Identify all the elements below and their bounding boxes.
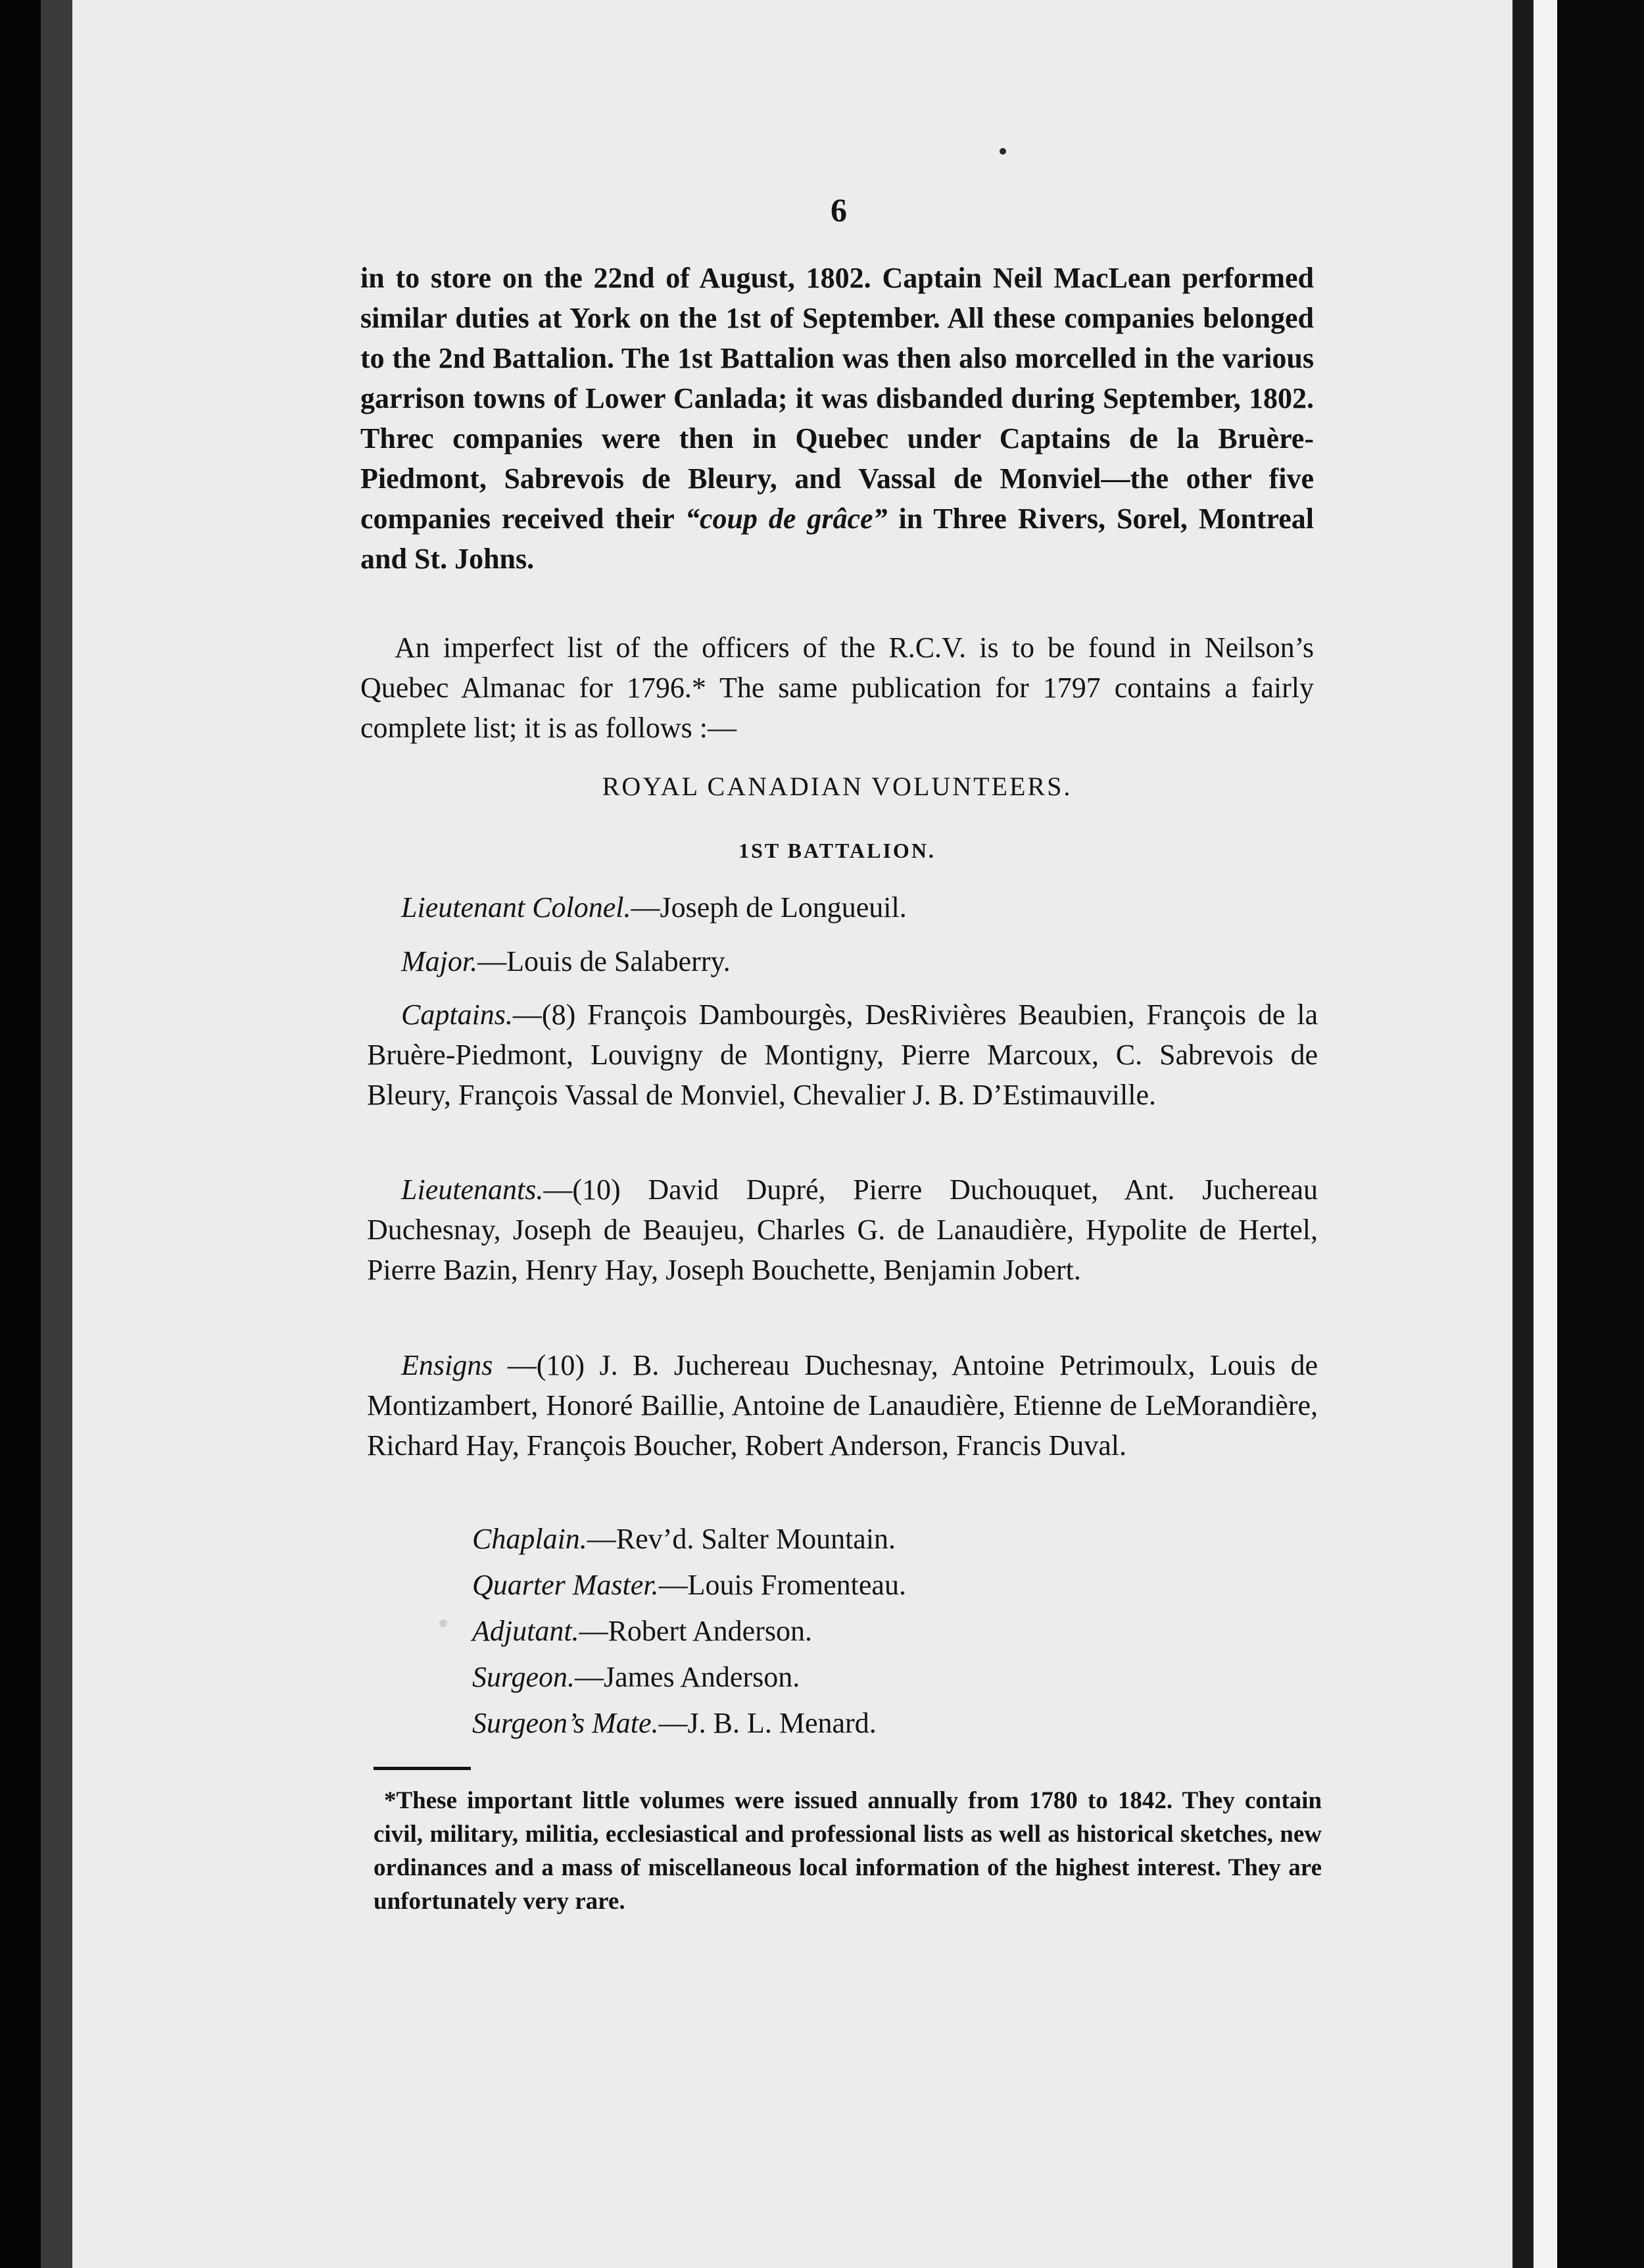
officer-entry-captains [367, 995, 1318, 1115]
officer-role: Major. [401, 945, 478, 977]
officer-names: —(10) J. B. Juchereau Duchesnay, Antoine Petrimoulx, Louis de Montizambert, Honoré Baillie, Antoine de Lanaudière, Etienne de LeMorandière, Richard Hay, François Boucher, Robert Anderson, Francis Duval. [367, 1349, 1318, 1462]
staff-role: Chaplain. [472, 1523, 587, 1555]
staff-entry-chaplain [472, 1519, 896, 1559]
officer-role: Ensigns [401, 1349, 493, 1381]
staff-entry-adjutant [472, 1611, 812, 1651]
staff-role: Quarter Master. [472, 1569, 659, 1601]
officer-role: Lieutenants. [401, 1173, 544, 1206]
page-number: 6 [831, 191, 847, 228]
paragraph-1-text: in to store on the 22nd of August, 1802. Captain Neil MacLean performed similar duties at York on the 1st of September. All these companies belonged to the 2nd Battalion. The 1st Battalion was then also morcelled in the various garrison towns of Lower Canlada; it was disbanded during September, 1802. Threc companies were then in Quebec under Captains de la Bruère-Piedmont, Sabrevois de Bleury, and Vassal de Monviel—the other five companies received their [360, 262, 1314, 535]
staff-entry-quarter-master [472, 1565, 906, 1605]
section-heading: ROYAL CANADIAN VOLUNTEERS. [602, 772, 1073, 801]
staff-name: —Robert Anderson. [579, 1615, 812, 1647]
section-subheading: 1ST BATTALION. [738, 839, 936, 862]
officer-entry-lieutenant-colonel [367, 887, 1318, 927]
paragraph-1-end: in Three Rivers, Sorel, Montreal and St. Johns. [360, 503, 1314, 575]
officer-entry-lieutenants [367, 1170, 1318, 1290]
officer-names: —(8) François Dambourgès, DesRivières Beaubien, François de la Bruère-Piedmont, Louvigny de Montigny, Pierre Marcoux, C. Sabrevois de Bleury, François Vassal de Monviel, Chevalier J. B. D’Estimauville. [367, 998, 1318, 1111]
staff-role: Surgeon. [472, 1661, 575, 1693]
staff-role: Surgeon’s Mate. [472, 1707, 659, 1739]
officer-entry-ensigns [367, 1345, 1318, 1466]
officer-names: —Louis de Salaberry. [477, 945, 731, 977]
staff-entry-surgeons-mate [472, 1703, 877, 1743]
officer-names: —(10) David Dupré, Pierre Duchouquet, Ant. Juchereau Duchesnay, Joseph de Beaujeu, Charles G. de Lanaudière, Hypolite de Hertel, Pierre Bazin, Henry Hay, Joseph Bouchette, Benjamin Jobert. [367, 1173, 1318, 1286]
scan-speck [1000, 148, 1006, 155]
staff-name: —James Anderson. [575, 1661, 800, 1693]
next-page-gutter [1534, 0, 1557, 2268]
scan-speck [439, 1619, 447, 1627]
scan-border-left [0, 0, 41, 2268]
officer-names: —Joseph de Longueuil. [631, 891, 907, 924]
officer-entry-major [367, 941, 1318, 981]
staff-name: —Louis Fromenteau. [658, 1569, 906, 1601]
scan-border-right [1557, 0, 1644, 2268]
officer-role: Captains. [401, 998, 513, 1031]
scan-shadow-left [41, 0, 72, 2268]
footnote-rule [374, 1767, 471, 1770]
staff-name: —J. B. L. Menard. [658, 1707, 877, 1739]
staff-entry-surgeon [472, 1657, 800, 1697]
paragraph-1-italic: “coup de grâce” [685, 503, 888, 535]
footnote: *These important little volumes were issued annually from 1780 to 1842. They contain civil, military, militia, ecclesiastical and professional lists as well as historical sketches, new ordinances and a mass of miscellaneous local information of the highest interest. They are unfortunately very rare. [374, 1787, 1322, 1915]
staff-name: —Rev’d. Salter Mountain. [587, 1523, 896, 1555]
officer-role: Lieutenant Colonel. [401, 891, 631, 924]
page-edge [1512, 0, 1534, 2268]
paragraph-2: An imperfect list of the officers of the R.C.V. is to be found in Neilson’s Quebec Almanac for 1796.* The same publication for 1797 contains a fairly complete list; it is as follows :— [360, 631, 1314, 744]
staff-role: Adjutant. [472, 1615, 579, 1647]
paragraph-1 [360, 258, 1314, 579]
